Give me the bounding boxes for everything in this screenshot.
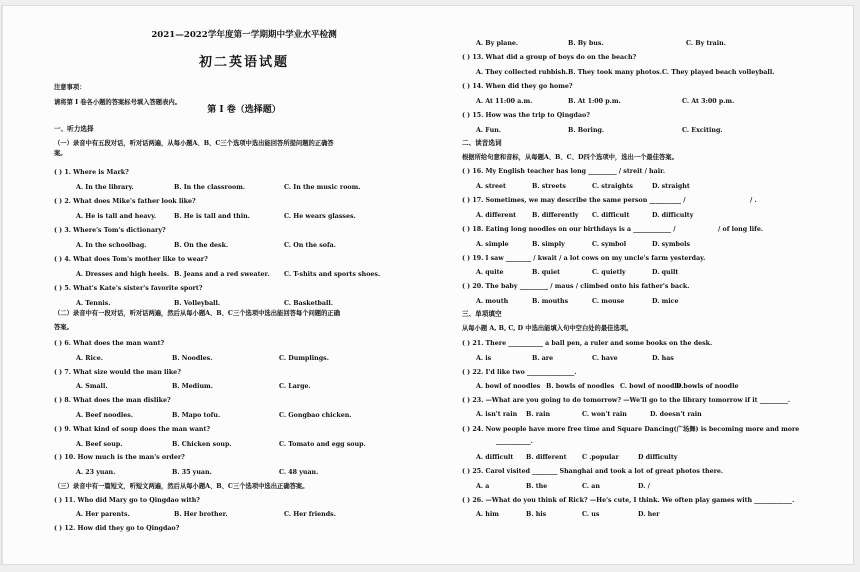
option-a: A. simple [476, 241, 509, 248]
option-a: A. bowl of noodles [476, 383, 541, 390]
section-heading: 一、听力选择 [54, 125, 94, 133]
option-c: C. mouse [592, 298, 625, 305]
option-a: A. different [476, 212, 517, 219]
question-text: ( ) 12. How did they go to Qingdao? [54, 525, 180, 532]
option-c: C. Dumplings. [279, 355, 329, 362]
instruction-text: 从每小题 A, B, C, D 中选出能填入句中空白处的最佳选项。 [462, 325, 633, 332]
option-b: B. Her brother. [174, 511, 228, 518]
option-b: B. He is tall and thin. [174, 213, 250, 220]
option-b: B. Mapo tofu. [172, 412, 221, 419]
option-a: A. In the library. [76, 184, 134, 191]
exam-title: 初二英语试题 [198, 55, 289, 70]
question-text: ( ) 6. What does the man want? [54, 340, 165, 347]
option-d: D. symbols [652, 241, 691, 248]
question-text: ( ) 13. What did a group of boys do on the beach? [462, 54, 637, 61]
option-b: B. In the classroom. [174, 184, 246, 191]
option-b: B. Chicken soup. [172, 441, 232, 448]
option-c: C. Her friends. [284, 511, 336, 518]
option-c: C. At 3:00 p.m. [682, 98, 735, 105]
option-c: C. T-shits and sports shoes. [284, 271, 381, 278]
notes-text: 请将第 I 卷各小题的答案标号填入答题表内。 [54, 99, 181, 106]
option-c: C. On the sofa. [284, 242, 336, 249]
option-a: A. a [476, 483, 490, 490]
option-c: C. difficult [592, 212, 630, 219]
question-text: ( ) 22. I'd like two _______________. [462, 369, 577, 376]
option-c: C. straights [592, 183, 633, 190]
option-b: B. bowls of noodles [546, 383, 615, 390]
option-d: D.bowls of noodle [676, 383, 739, 390]
option-a: A. Dresses and high heels. [76, 271, 170, 278]
option-a: A. difficult [476, 454, 514, 461]
option-b: B. streets [532, 183, 566, 190]
option-b: B. rain [526, 411, 551, 418]
option-a: A. 23 yuan. [76, 469, 116, 476]
option-c: C. 48 yuan. [279, 469, 319, 476]
question-text: ( ) 1. Where is Mark? [54, 169, 129, 176]
option-a: A. By plane. [476, 40, 519, 47]
question-text: ( ) 16. My English teacher has long _________ / streit / hair. [462, 168, 666, 175]
option-a: A. At 11:00 a.m. [476, 98, 533, 105]
instruction-text: （二）录音中有一段对话，听对话两遍，然后从每小题A、B、C三个选项中选出能回答每个问题的正确 [54, 310, 340, 317]
option-b: B. the [526, 483, 548, 490]
question-text [462, 225, 812, 234]
option-c: C. bowl of noodle [620, 383, 681, 390]
question-stem: ( ) 17. Sometimes, we may describe the same person __________ / [462, 197, 686, 204]
option-a: A. Beef soup. [76, 441, 123, 448]
question-text: ( ) 26. —What do you think of Rick? —He's cute, I think. We often play games with ____________. [462, 497, 795, 504]
question-text: ( ) 15. How was the trip to Qingdao? [462, 112, 590, 119]
question-text: ( ) 7. What size would the man like? [54, 369, 181, 376]
option-a: A. Fun. [476, 127, 501, 134]
right-column [462, 6, 812, 564]
option-c: C. They played beach volleyball. [662, 69, 775, 76]
option-b: B. Medium. [172, 383, 213, 390]
option-a: A. street [476, 183, 506, 190]
option-c: C. an [582, 483, 600, 490]
option-a: A. Rice. [76, 355, 103, 362]
instruction-text: （三）录音中有一篇短文，听短文两遍，然后从每小题A、B、C三个选项中选出正确答案。 [54, 483, 309, 490]
instruction-text: 答案。 [54, 324, 73, 331]
option-a: A. They collected rubbish. [476, 69, 568, 76]
answer-blank: ___________. [496, 438, 533, 445]
option-a: A. Her parents. [76, 511, 130, 518]
option-c: C. Basketball. [284, 300, 333, 307]
section-heading: 三、单项填空 [462, 310, 502, 318]
instruction-text: （一）录音中有五段对话，听对话两遍，从每小题A、B、C三个选项中选出能回答所提问题的正确答 [54, 140, 334, 147]
option-d: D. mice [652, 298, 679, 305]
option-d: D. quilt [652, 269, 679, 276]
option-a: A. He is tall and heavy. [76, 213, 157, 220]
exam-header: 2021—2022学年度第一学期期中学业水平检测 [151, 30, 337, 40]
option-b: B. Volleyball. [174, 300, 221, 307]
question-text: ( ) 4. What does Tom's mother like to wear? [54, 256, 208, 263]
option-b: B. On the desk. [174, 242, 229, 249]
option-a: A. quite [476, 269, 504, 276]
option-b: B. Jeans and a red sweater. [174, 271, 270, 278]
question-text [462, 196, 812, 205]
option-b: B. quiet [532, 269, 560, 276]
option-a: A. Small. [76, 383, 108, 390]
option-b: B. 35 yuan. [172, 469, 212, 476]
question-text: ( ) 25. Carol visited ________ Shanghai and took a lot of great photos there. [462, 468, 724, 475]
notes-label: 注意事项： [54, 84, 86, 91]
option-c: C. Gongbao chicken. [279, 412, 352, 419]
option-b: B. At 1:00 p.m. [568, 98, 621, 105]
option-b: B. simply [532, 241, 565, 248]
option-b: B. differently [532, 212, 579, 219]
option-c: C. In the music room. [284, 184, 361, 191]
question-text: ( ) 23. —What are you going to do tomorrow? —We'll go to the library tomorrow if it _________. [462, 397, 791, 404]
part-title: 第 I 卷（选择题） [207, 105, 281, 115]
option-d: D. has [652, 355, 674, 362]
option-a: A. him [476, 511, 499, 518]
question-stem: ( ) 18. Eating long noodles on our birthdays is a ____________ / [462, 226, 676, 233]
option-c: C. Large. [279, 383, 311, 390]
option-c: C .popular [582, 454, 619, 461]
option-b: B. his [526, 511, 547, 518]
question-text: ( ) 14. When did they go home? [462, 83, 573, 90]
question-text: ( ) 21. There ___________ a ball pen, a ruler and some books on the desk. [462, 340, 713, 347]
option-b: B. Noodles. [172, 355, 213, 362]
instruction-text: 根据所给句意和音标，从每题A、B、C、D四个选项中，选出一个最佳答案。 [462, 154, 678, 161]
option-d: D. her [638, 511, 660, 518]
question-tail: / of long life. [718, 226, 764, 233]
question-text: ( ) 2. What does Mike's father look like? [54, 198, 196, 205]
option-c: C. Tomato and egg soup. [279, 441, 366, 448]
option-a: A. is [476, 355, 492, 362]
option-d: D. / [638, 483, 650, 490]
option-c: C. symbol [592, 241, 627, 248]
question-text: ( ) 19. I saw ________ / kwait / a lot cows on my uncle's farm yesterday. [462, 255, 706, 262]
option-c: C. By train. [686, 40, 726, 47]
section-heading: 二、读音选词 [462, 139, 502, 147]
question-text: ( ) 11. Who did Mary go to Qingdao with? [54, 497, 200, 504]
option-c: C. Exciting. [682, 127, 723, 134]
option-d: D. doesn't rain [650, 411, 702, 418]
option-c: C. He wears glasses. [284, 213, 356, 220]
option-d: D. straight [652, 183, 690, 190]
question-tail: / . [750, 197, 757, 204]
instruction-text: 案。 [54, 150, 67, 157]
option-a: A. Beef noodles. [76, 412, 134, 419]
question-text: ( ) 9. What kind of soup does the man want? [54, 426, 211, 433]
exam-sheet [2, 6, 853, 564]
left-column [54, 6, 434, 564]
option-c: C. won't rain [582, 411, 627, 418]
option-a: A. In the schoolbag. [76, 242, 147, 249]
option-b: B. Boring. [568, 127, 605, 134]
question-text: ( ) 8. What does the man dislike? [54, 397, 171, 404]
option-d: D difficulty [638, 454, 678, 461]
option-c: C. us [582, 511, 600, 518]
question-text: ( ) 10. How much is the man's order? [54, 454, 185, 461]
option-b: B. different [526, 454, 567, 461]
option-a: A. Tennis. [76, 300, 111, 307]
option-b: B. They took many photos. [568, 69, 662, 76]
question-text: ( ) 3. Where's Tom's dictionary? [54, 227, 166, 234]
option-a: A. mouth [476, 298, 509, 305]
question-text: ( ) 20. The baby _________ / maus / climbed onto his father's back. [462, 283, 690, 290]
question-text: ( ) 24. Now people have more free time and Square Dancing(广场舞) is becoming more and more [462, 426, 800, 433]
option-b: B. mouths [532, 298, 569, 305]
option-d: D. difficulty [652, 212, 694, 219]
question-text: ( ) 5. What's Kate's sister's favorite sport? [54, 285, 203, 292]
option-a: A. isn't rain [476, 411, 518, 418]
option-c: C. have [592, 355, 618, 362]
option-b: B. By bus. [568, 40, 604, 47]
binding-edge [2, 6, 3, 564]
option-b: B. are [532, 355, 554, 362]
option-c: C. quietly [592, 269, 626, 276]
